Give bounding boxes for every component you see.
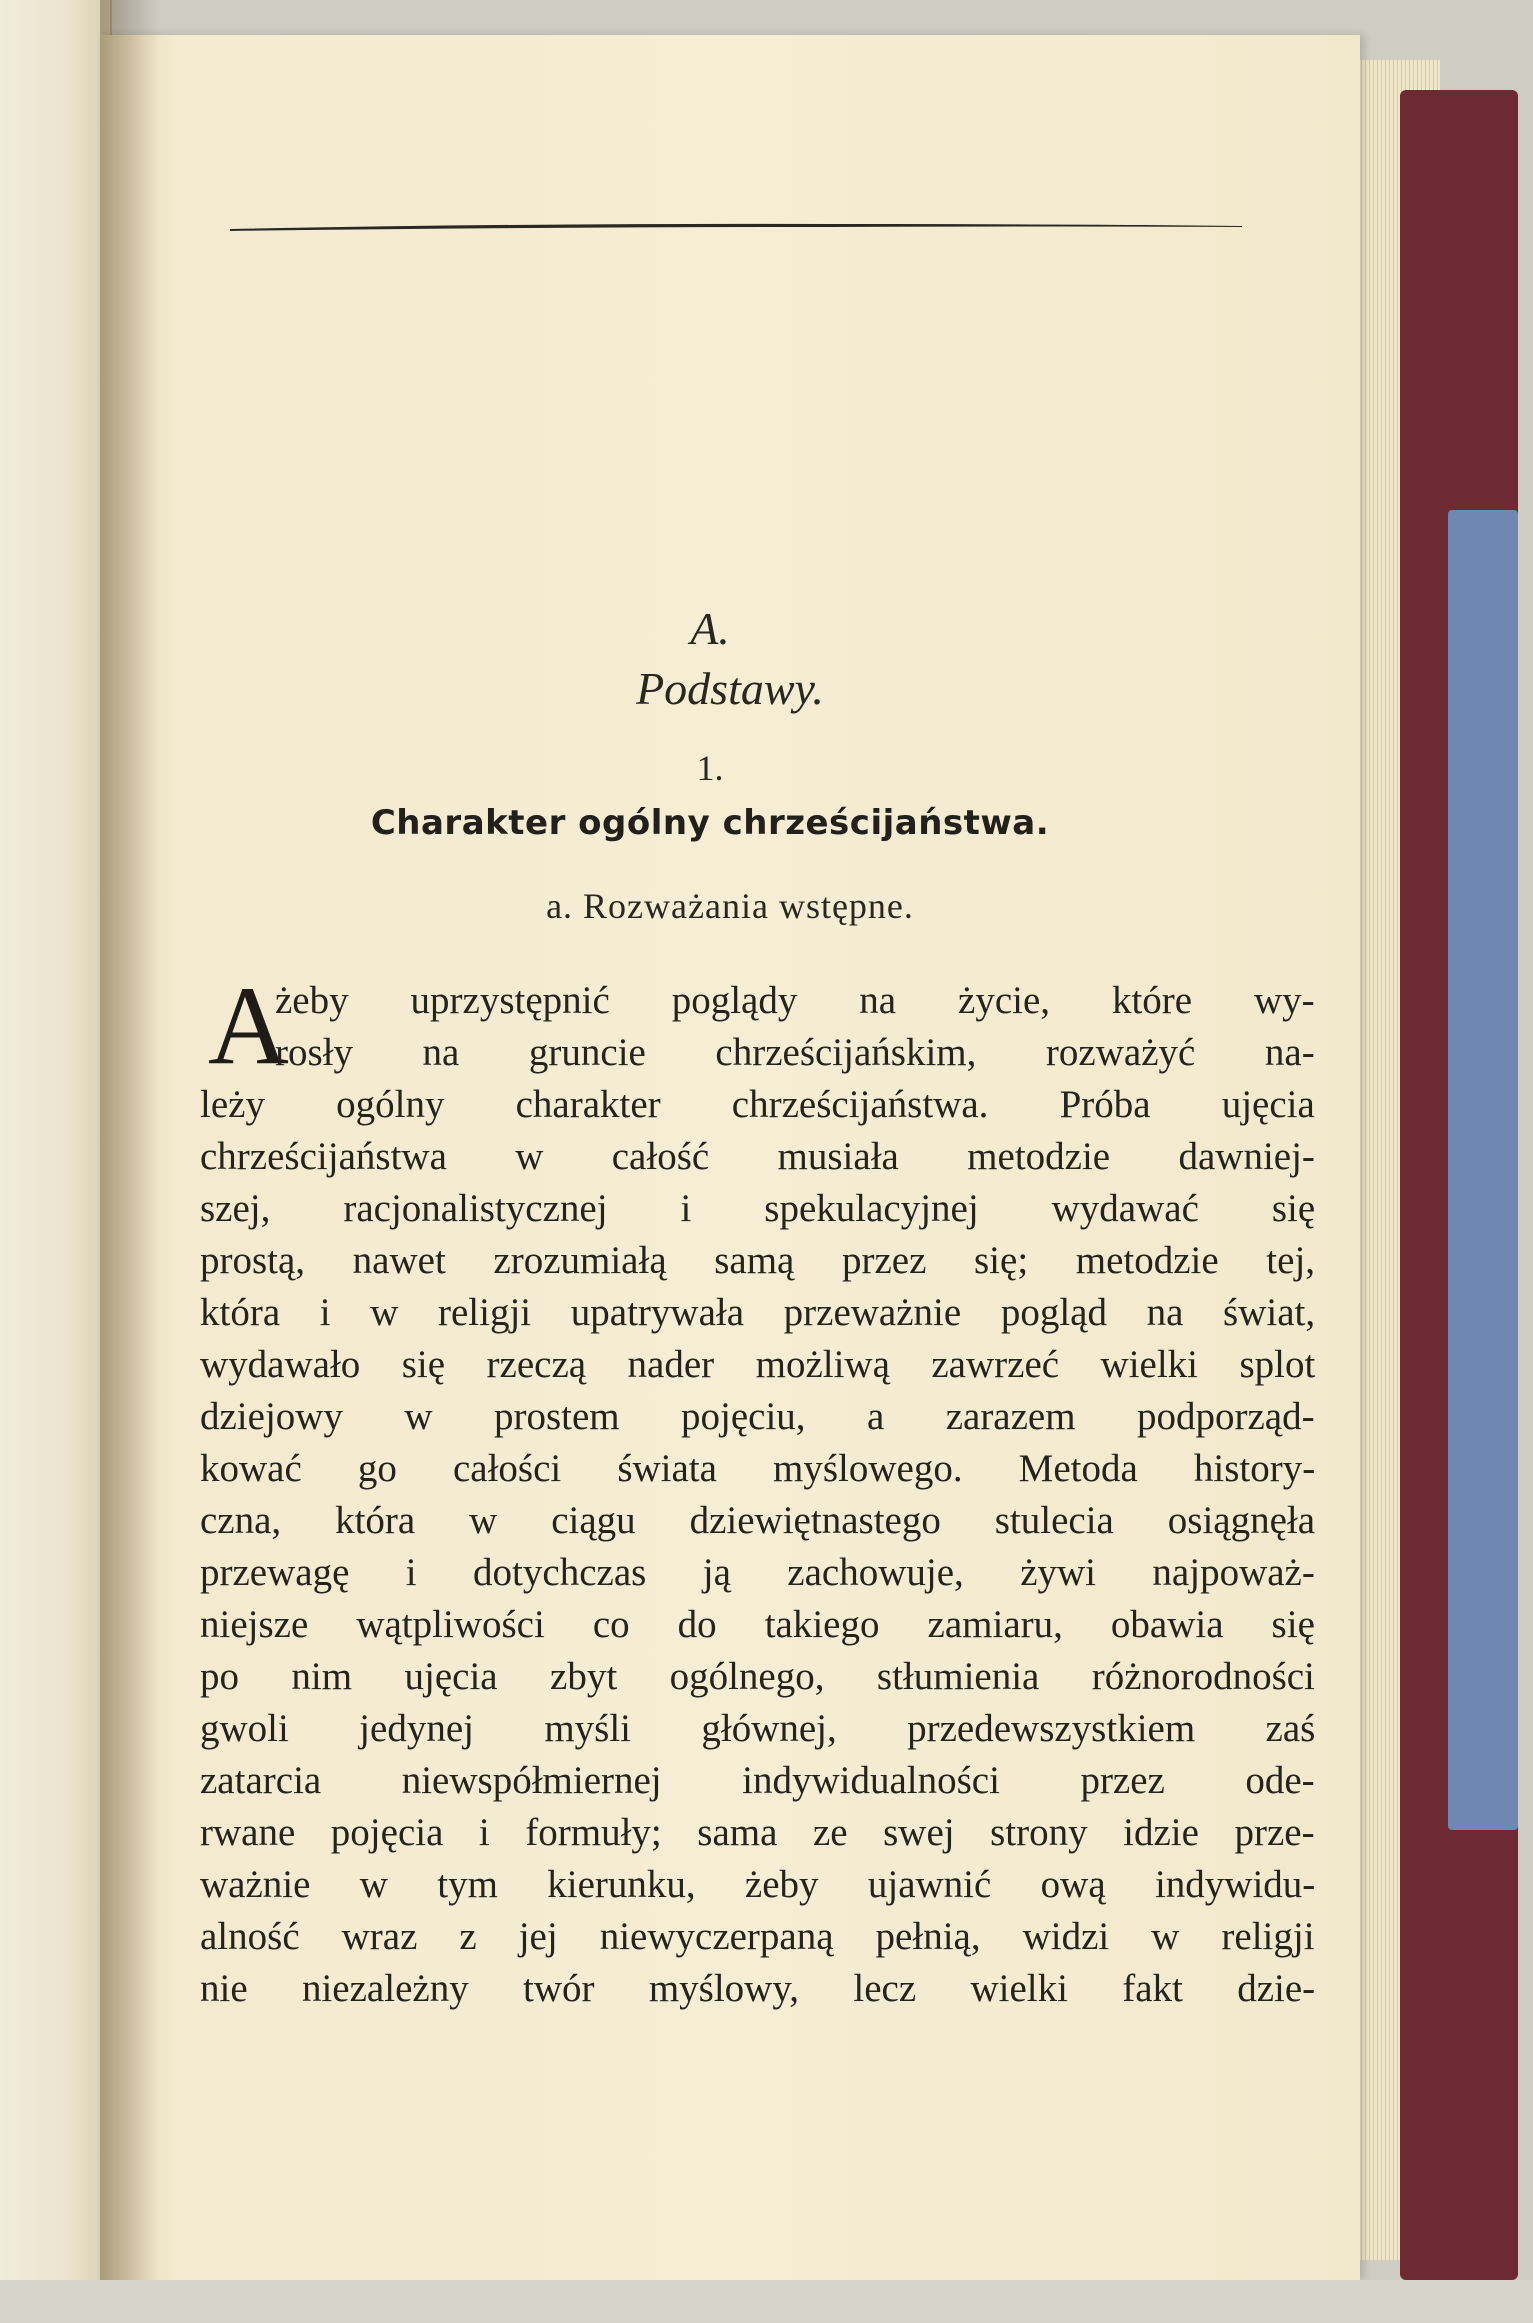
text-line: leży ogólny charakter chrześcijaństwa. Próba ujęcia xyxy=(200,1083,1315,1126)
section-number: 1. xyxy=(696,748,724,788)
text-line: dziejowy w prostem pojęciu, a zarazem podporząd- xyxy=(200,1395,1315,1438)
text-line: ważnie w tym kierunku, żeby ujawnić ową indywidu- xyxy=(200,1863,1316,1906)
text-line: czna, która w ciągu dziewiętnastego stulecia osiągnęła xyxy=(200,1499,1316,1542)
part-title: Podstawy. xyxy=(636,663,824,714)
text-line: wydawało się rzeczą nader możliwą zawrzeć wielki splot xyxy=(200,1343,1316,1386)
text-line: rwane pojęcia i formuły; sama ze swej strony idzie prze- xyxy=(200,1811,1315,1854)
text-line: po nim ujęcia zbyt ogólnego, stłumienia różnorodności xyxy=(200,1655,1315,1698)
text-line: przewagę i dotychczas ją zachowuje, żywi najpoważ- xyxy=(200,1551,1315,1594)
text-line: prostą, nawet zrozumiałą samą przez się; metodzie tej, xyxy=(200,1239,1316,1282)
subsection-title: a. Rozważania wstępne. xyxy=(546,886,914,926)
text-line: rosły na gruncie chrześcijańskim, rozważyć na- xyxy=(275,1031,1315,1074)
gutter-shadow xyxy=(100,0,160,2323)
text-line: chrześcijaństwa w całość musiała metodzie dawniej- xyxy=(200,1135,1315,1178)
text-line: kować go całości świata myślowego. Metoda history- xyxy=(200,1447,1316,1490)
table-surface xyxy=(0,2280,1533,2323)
text-line: która i w religji upatrywała przeważnie pogląd na świat, xyxy=(200,1291,1316,1334)
cloth-spine xyxy=(1448,510,1518,1830)
text-line: gwoli jedynej myśli głównej, przedewszystkiem zaś xyxy=(200,1707,1316,1750)
decorative-rule xyxy=(230,223,1242,231)
text-line: niejsze wątpliwości co do takiego zamiaru, obawia się xyxy=(200,1603,1315,1646)
text-line: szej, racjonalistycznej i spekulacyjnej wydawać się xyxy=(200,1187,1316,1230)
left-page-edge xyxy=(0,0,112,2323)
text-line: nie niezależny twór myślowy, lecz wielki fakt dzie- xyxy=(200,1967,1316,2010)
text-line: żeby uprzystępnić poglądy na życie, które wy- xyxy=(275,979,1315,1022)
text-line: alność wraz z jej niewyczerpaną pełnią, widzi w religji xyxy=(200,1915,1315,1958)
text-line: zatarcia niewspółmiernej indywidualności przez ode- xyxy=(200,1759,1315,1802)
book-page xyxy=(100,35,1360,2280)
chapter-title: Charakter ogólny chrześcijaństwa. xyxy=(370,803,1050,843)
drop-cap: A xyxy=(208,964,289,1088)
part-letter: A. xyxy=(690,603,730,654)
